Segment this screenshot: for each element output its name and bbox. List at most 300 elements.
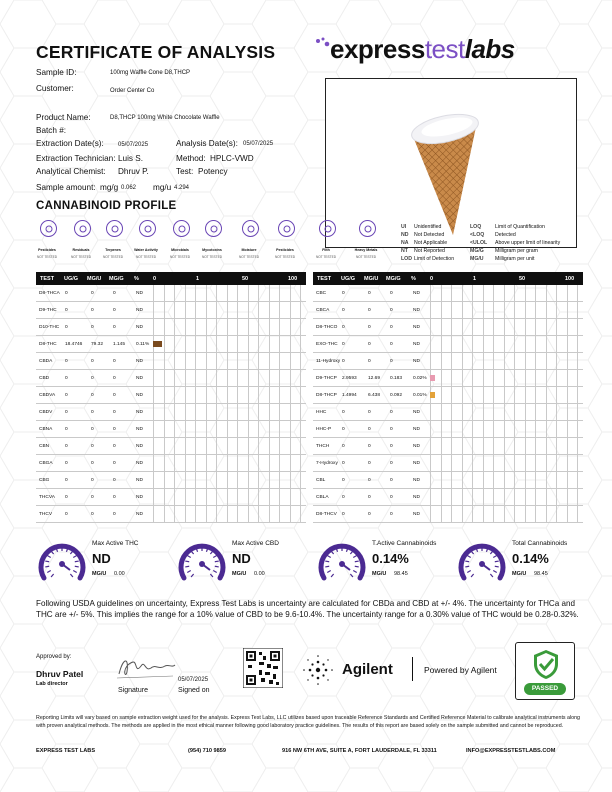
cell-test: D8-THCP (316, 393, 337, 398)
test-category-label: Moisture (241, 248, 257, 252)
test-category-status: NOT TESTED (315, 255, 337, 259)
cell-pct: 0.11% (136, 342, 150, 347)
result-bar (430, 392, 435, 398)
cell-test: D10-THC (39, 325, 60, 330)
test-category-icon (205, 220, 222, 237)
cell-pct: ND (136, 393, 143, 398)
cell-pct: 0.01% (413, 393, 427, 398)
technician-label: Extraction Technician: (36, 154, 116, 163)
table-row (36, 489, 306, 506)
gauge-sub-value: 98.45 (394, 571, 408, 577)
cell-pct: ND (136, 376, 143, 381)
cannabinoid-profile-title: CANNABINOID PROFILE (36, 200, 177, 212)
table-row (313, 387, 583, 404)
table-row (313, 421, 583, 438)
cell-test: 7-Hydroxy (316, 461, 338, 466)
cell-mgg: 0 (113, 495, 116, 500)
table-header-s1: 1 (473, 275, 477, 282)
cell-mgu: 0 (91, 376, 94, 381)
legend-item (401, 248, 445, 254)
result-bar (153, 341, 162, 347)
legend-item (470, 248, 538, 254)
cell-mgg: 0 (113, 427, 116, 432)
gauge-title: T.Active Cannabinoids (372, 540, 437, 547)
cell-mgg: 0 (113, 478, 116, 483)
company-logo (330, 34, 515, 65)
legend-value: Milligram per unit (495, 256, 535, 262)
cell-mgg: 0 (390, 478, 393, 483)
cell-test: D8-THCV (316, 512, 337, 517)
legend-value: Milligram per gram (495, 248, 538, 254)
table-header-s100: 100 (565, 275, 575, 282)
cell-mgu: 79.32 (91, 342, 104, 347)
cell-pct: ND (136, 495, 143, 500)
cell-mgu: 0 (368, 291, 371, 296)
gauge-sub-value: 0.00 (114, 571, 125, 577)
test-category-label: Residuals (72, 248, 90, 252)
table-row (313, 489, 583, 506)
analysis-date-value: 05/07/2025 (243, 141, 274, 147)
cell-mgu: 0 (91, 308, 94, 313)
cell-mgg: 0 (390, 308, 393, 313)
cell-mgg: 0 (390, 342, 393, 347)
table-header-s0: 0 (153, 275, 157, 282)
cell-mgg: 0 (390, 359, 393, 364)
cell-mgg: 0 (390, 444, 393, 449)
table-row (36, 506, 306, 523)
table-header-s0: 0 (430, 275, 434, 282)
page-title: CERTIFICATE OF ANALYSIS (36, 42, 276, 62)
gauge-sub-label: MG/U (372, 571, 387, 577)
cell-mgg: 0.183 (390, 376, 403, 381)
cell-test: CBDVA (39, 393, 56, 398)
cell-test: D8-THCO (316, 325, 338, 330)
cell-mgu: 0 (91, 444, 94, 449)
cell-pct: ND (413, 427, 420, 432)
cell-ug: 0 (342, 427, 345, 432)
cell-pct: ND (413, 342, 420, 347)
cell-ug: 0 (65, 376, 68, 381)
cell-mgu: 6.438 (368, 393, 381, 398)
table-row (313, 336, 583, 353)
test-category-status: NOT TESTED (201, 255, 223, 259)
cell-test: CBCA (316, 308, 330, 313)
table-row (36, 387, 306, 404)
cell-pct: ND (136, 359, 143, 364)
table-row (313, 319, 583, 336)
table-header (36, 272, 306, 285)
footer-address: 916 NW 6TH AVE, SUITE A, FORT LAUDERDALE, FL 33311 (282, 748, 437, 754)
agilent-brand: Agilent (342, 661, 393, 678)
cell-test: 11-Hydroxy (316, 359, 341, 364)
cell-test: D9-THCP (316, 376, 337, 381)
footnote: Reporting Limits will vary based on sample extraction weight used for the analysis. Express Test Labs, LLC utilizes based upon traceable Reference Standards and Certified Reference Material to calibrate analytical instruments along with proven analytical methods. The methods are applied in the most ethical manner following good laboratory practice guidelines. The results of this report are based solely on the sample submitted and cannot be reproduced. (36, 715, 581, 729)
cell-ug: 2.9593 (342, 376, 357, 381)
test-category-icon (278, 220, 295, 237)
test-category-label: Water Activity (134, 248, 158, 252)
cell-ug: 0 (65, 291, 68, 296)
test-category-icon (319, 220, 336, 237)
test-category-label: Pesticides (38, 248, 56, 252)
table-row (36, 285, 306, 302)
cell-test: CBG (39, 478, 50, 483)
cell-test: CBC (316, 291, 327, 296)
table-header-mgg: MG/G (109, 275, 124, 282)
cell-test: CBLA (316, 495, 329, 500)
cell-test: CBNA (39, 427, 53, 432)
cell-ug: 0 (65, 444, 68, 449)
legend-item (401, 240, 447, 246)
mgu-label: mg/u (153, 183, 172, 192)
cell-test: D8-THCA (39, 291, 60, 296)
test-category-label: Pesticides (276, 248, 294, 252)
cell-mgg: 0 (390, 291, 393, 296)
cell-ug: 1.4994 (342, 393, 357, 398)
cell-pct: ND (136, 461, 143, 466)
legend-key: LOD (401, 256, 412, 262)
table-row (313, 285, 583, 302)
gauge-sub-label: MG/U (92, 571, 107, 577)
cell-test: THCH (316, 444, 330, 449)
cell-ug: 0 (65, 393, 68, 398)
legend-value: Limit of Quantification (495, 224, 545, 230)
cell-test: HHC-P (316, 427, 332, 432)
cell-mgg: 0 (113, 291, 116, 296)
cell-mgu: 0 (91, 325, 94, 330)
cell-pct: ND (136, 308, 143, 313)
gauge-title: Max Active THC (92, 540, 139, 547)
cell-ug: 0 (342, 478, 345, 483)
cell-mgg: 0 (113, 444, 116, 449)
cell-ug: 0 (342, 512, 345, 517)
table-header-ug: UG/G (341, 275, 356, 282)
sample-id-label: Sample ID: (36, 68, 77, 77)
logo-express: express (330, 34, 425, 64)
cell-test: CBDA (39, 359, 53, 364)
cell-mgu: 0 (91, 359, 94, 364)
cell-test: CBL (316, 478, 326, 483)
mgu-value: 4.294 (174, 185, 190, 191)
signed-date: 05/07/2025 (178, 677, 209, 683)
gauge-sub-label: MG/U (232, 571, 247, 577)
legend-key: UI (401, 224, 407, 230)
legend-key: MG/U (470, 256, 484, 262)
gauge-value: 0.14% (512, 551, 549, 566)
gauge-dial-icon (316, 540, 368, 584)
test-category-status: NOT TESTED (36, 255, 58, 259)
logo-labs: labs (464, 34, 515, 64)
cell-ug: 0 (342, 342, 345, 347)
cell-pct: 0.02% (413, 376, 427, 381)
test-category-status: NOT TESTED (102, 255, 124, 259)
legend-key: NT (401, 248, 408, 254)
test-category-label: Heavy Metals (354, 248, 378, 252)
legend-value: Limit of Detection (414, 256, 455, 262)
cell-pct: ND (136, 512, 143, 517)
legend-item (401, 232, 444, 238)
table-row (36, 302, 306, 319)
cell-mgu: 0 (368, 478, 371, 483)
legend-item (470, 224, 545, 230)
table-header-s50: 50 (242, 275, 249, 282)
signature-label: Signature (118, 687, 148, 694)
cell-mgg: 0 (390, 325, 393, 330)
cell-ug: 0 (342, 325, 345, 330)
batch-label: Batch #: (36, 126, 67, 135)
cell-mgg: 0 (390, 512, 393, 517)
cell-mgg: 0 (113, 512, 116, 517)
agilent-spark-icon (300, 652, 336, 688)
cell-mgg: 0 (113, 376, 116, 381)
legend-key: ND (401, 232, 409, 238)
cell-test: CBD (39, 376, 50, 381)
cell-ug: 18.4746 (65, 342, 83, 347)
table-header-test: TEST (317, 275, 332, 282)
cell-ug: 0 (65, 461, 68, 466)
cell-test: CBGA (39, 461, 53, 466)
passed-label: PASSED (524, 683, 566, 695)
cell-mgu: 0 (368, 308, 371, 313)
cell-ug: 0 (342, 308, 345, 313)
legend-value: Not Applicable (414, 240, 448, 246)
table-row (36, 319, 306, 336)
technician-value: Luis S. (118, 154, 144, 163)
gauge-value: ND (92, 551, 111, 566)
cell-pct: ND (413, 359, 420, 364)
table-row (36, 370, 306, 387)
sample-id-value: 100mg Waffle Cone D8,THCP (110, 70, 191, 76)
cell-mgg: 0 (390, 427, 393, 432)
cell-mgu: 0 (368, 427, 371, 432)
table-row (36, 336, 306, 353)
table-row (313, 404, 583, 421)
chemist-value: Dhruv P. (118, 167, 149, 176)
cell-mgg: 0.092 (390, 393, 403, 398)
cell-ug: 0 (342, 410, 345, 415)
cell-ug: 0 (65, 325, 68, 330)
test-category-icon (40, 220, 57, 237)
footer-phone[interactable]: (954) 710 9859 (188, 748, 226, 754)
test-category-status: NOT TESTED (274, 255, 296, 259)
footer-email[interactable]: INFO@EXPRESSTESTLABS.COM (466, 748, 556, 754)
test-category-status: NOT TESTED (70, 255, 92, 259)
table-row (36, 421, 306, 438)
method-value: HPLC-VWD (210, 154, 254, 163)
signed-on-label: Signed on (178, 687, 210, 694)
cell-mgu: 0 (368, 410, 371, 415)
cell-ug: 0 (65, 359, 68, 364)
cell-pct: ND (413, 308, 420, 313)
cell-ug: 0 (342, 359, 345, 364)
table-header-mgg: MG/G (386, 275, 401, 282)
cell-test: THCV (39, 512, 53, 517)
extraction-date-label: Extraction Date(s): (36, 139, 104, 148)
cell-mgg: 0 (390, 410, 393, 415)
test-category-label: Terpenes (105, 248, 121, 252)
cell-mgg: 1.145 (113, 342, 126, 347)
test-category-label: Filth (322, 248, 330, 252)
legend-key: <LOQ (470, 232, 485, 238)
table-header-s1: 1 (196, 275, 200, 282)
legend-value: Above upper limit of linearity (495, 240, 561, 246)
cell-mgg: 0 (390, 495, 393, 500)
cell-mgg: 0 (390, 461, 393, 466)
passed-badge (515, 642, 575, 700)
legend-value: Not Reported (414, 248, 445, 254)
approved-by-label: Approved by: (36, 654, 72, 660)
extraction-date-value: 05/07/2025 (118, 142, 149, 148)
table-row (313, 472, 583, 489)
cell-mgg: 0 (113, 359, 116, 364)
cell-mgu: 0 (91, 410, 94, 415)
gauge-title: Total Cannabinoids (512, 540, 568, 547)
table-header (313, 272, 583, 285)
cell-ug: 0 (342, 291, 345, 296)
powered-by-agilent: Powered by Agilent (424, 665, 497, 675)
customer-value: Order Center Co (110, 88, 155, 94)
table-header-pct: % (411, 275, 416, 282)
test-category-icon (242, 220, 259, 237)
mgg-value: 0.062 (121, 185, 137, 191)
cell-ug: 0 (65, 512, 68, 517)
cell-ug: 0 (65, 308, 68, 313)
cell-test: D8-THC (39, 342, 57, 347)
cell-pct: ND (413, 410, 420, 415)
cell-test: EXO-THC (316, 342, 338, 347)
table-header-ug: UG/G (64, 275, 79, 282)
table-row (313, 370, 583, 387)
gauge-dial-icon (456, 540, 508, 584)
cell-mgu: 0 (91, 291, 94, 296)
table-row (36, 353, 306, 370)
cell-ug: 0 (342, 444, 345, 449)
signature-image (115, 652, 177, 684)
method-label: Method: (176, 154, 206, 163)
cell-mgg: 0 (113, 325, 116, 330)
cell-test: D9-THC (39, 308, 57, 313)
legend-key: NA (401, 240, 409, 246)
cell-mgu: 0 (91, 393, 94, 398)
cell-ug: 0 (342, 495, 345, 500)
approver-name: Dhruv Patel (36, 669, 84, 679)
cell-test: CBN (39, 444, 50, 449)
test-label: Test: (176, 167, 194, 176)
gauge-dial-icon (36, 540, 88, 584)
table-row (36, 438, 306, 455)
table-header-mgu: MG/U (364, 275, 379, 282)
table-row (313, 506, 583, 523)
table-row (313, 438, 583, 455)
test-value: Potency (198, 167, 228, 176)
cell-pct: ND (413, 461, 420, 466)
gauge-value: ND (232, 551, 251, 566)
legend-item (470, 256, 535, 262)
cell-pct: ND (136, 410, 143, 415)
test-category-icon (106, 220, 123, 237)
table-row (36, 472, 306, 489)
approver-role: Lab director (36, 681, 68, 687)
legend-item (401, 256, 454, 262)
cell-ug: 0 (65, 495, 68, 500)
test-category-icon (359, 220, 376, 237)
cell-mgu: 0 (368, 512, 371, 517)
cell-pct: ND (136, 291, 143, 296)
legend-item (401, 224, 441, 230)
table-row (313, 353, 583, 370)
cell-mgg: 0 (113, 410, 116, 415)
cell-mgu: 0 (368, 495, 371, 500)
legend-value: Not Detected (414, 232, 445, 238)
cell-ug: 0 (65, 427, 68, 432)
sample-amount-label: Sample amount: (36, 183, 96, 192)
table-header-s50: 50 (519, 275, 526, 282)
product-name-value: D8,THCP 100mg White Chocolate Waffle (110, 115, 220, 121)
analysis-date-label: Analysis Date(s): (176, 139, 238, 148)
cell-test: THCVA (39, 495, 55, 500)
cell-pct: ND (136, 325, 143, 330)
cell-mgg: 0 (113, 393, 116, 398)
mgg-label: mg/g (100, 183, 119, 192)
table-row (36, 404, 306, 421)
chemist-label: Analytical Chemist: (36, 167, 106, 176)
test-category-status: NOT TESTED (355, 255, 377, 259)
cell-pct: ND (136, 444, 143, 449)
cell-pct: ND (136, 478, 143, 483)
table-row (313, 302, 583, 319)
cell-pct: ND (136, 427, 143, 432)
table-header-test: TEST (40, 275, 55, 282)
test-category-label: Mycotoxins (202, 248, 222, 252)
cell-pct: ND (413, 478, 420, 483)
test-category-status: NOT TESTED (169, 255, 191, 259)
cell-pct: ND (413, 444, 420, 449)
cell-mgu: 0 (368, 461, 371, 466)
test-category-status: NOT TESTED (135, 255, 157, 259)
result-bar (430, 375, 435, 381)
gauge-value: 0.14% (372, 551, 409, 566)
cell-mgu: 0 (368, 342, 371, 347)
cell-ug: 0 (342, 461, 345, 466)
legend-item (470, 240, 560, 246)
legend-key: <ULOL (470, 240, 488, 246)
cell-mgu: 0 (91, 512, 94, 517)
cell-mgu: 0 (368, 359, 371, 364)
table-header-s100: 100 (288, 275, 298, 282)
legend-value: Detected (495, 232, 516, 238)
gauge-sub-value: 0.00 (254, 571, 265, 577)
legend-item (470, 232, 516, 238)
test-category-status: NOT TESTED (238, 255, 260, 259)
cell-test: CBDV (39, 410, 53, 415)
gauge-sub-label: MG/U (512, 571, 527, 577)
table-header-mgu: MG/U (87, 275, 102, 282)
qr-code-icon[interactable] (243, 648, 283, 688)
cell-mgu: 0 (91, 495, 94, 500)
table-header-pct: % (134, 275, 139, 282)
customer-label: Customer: (36, 84, 74, 93)
cell-pct: ND (413, 495, 420, 500)
footer-company: EXPRESS TEST LABS (36, 748, 96, 754)
legend-value: Unidentified (414, 224, 442, 230)
cell-mgu: 0 (91, 427, 94, 432)
test-category-icon (74, 220, 91, 237)
logo-test: test (424, 34, 465, 64)
uncertainty-statement: Following USDA guidelines on uncertainty, Express Test Labs is uncertainty are calculated for CBDa and CBD at +/- 4%. The uncertainty for THCa and THC are +/- 5%. This implies the range for a 10% value of CBD to be 9.6-10.4%. The uncertainty range for a 0.30% value of THC would be 0.28-0.32%. (36, 599, 579, 619)
test-category-icon (173, 220, 190, 237)
cell-pct: ND (413, 512, 420, 517)
legend-key: LOQ (470, 224, 482, 230)
test-category-icon (139, 220, 156, 237)
